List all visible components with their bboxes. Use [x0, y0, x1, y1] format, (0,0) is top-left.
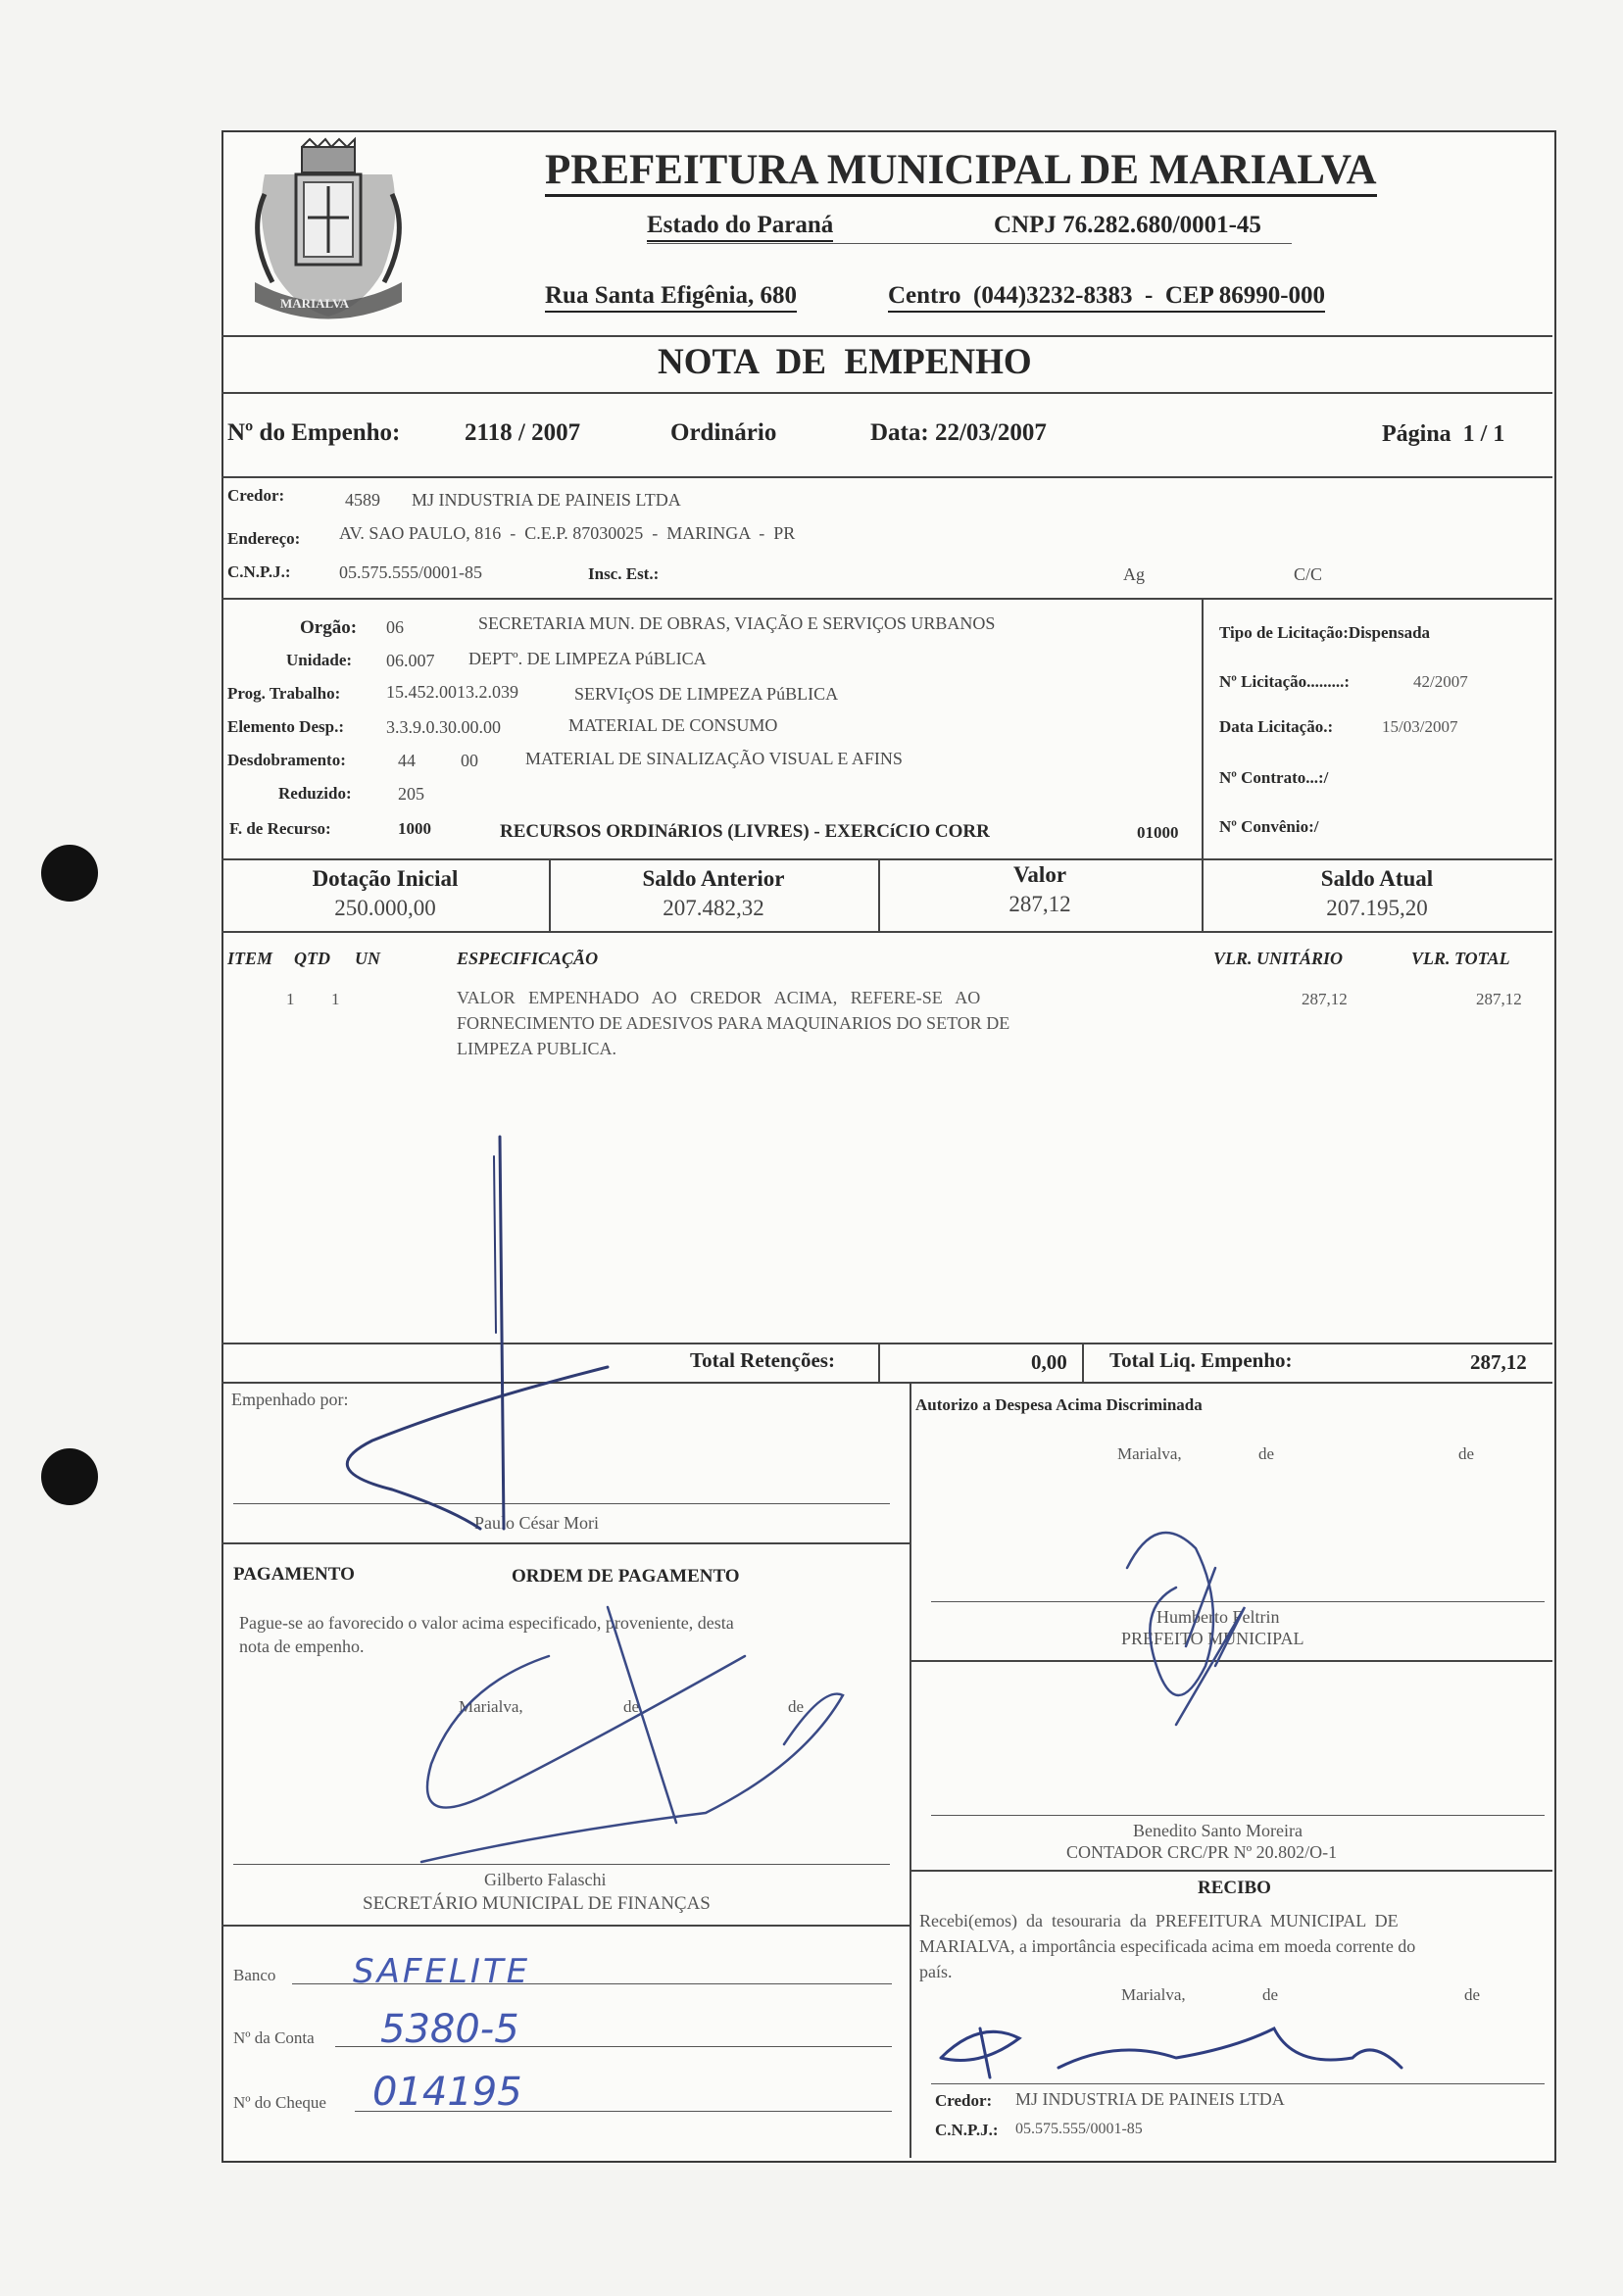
pagamento-texto: nota de empenho.	[239, 1637, 365, 1656]
divider	[221, 1382, 1552, 1384]
divider	[221, 476, 1552, 478]
cheque-value: 014195	[372, 2070, 522, 2115]
valor-label: Valor	[1012, 862, 1067, 887]
credor-cnpj: 05.575.555/0001-85	[339, 562, 482, 582]
item-qtd: 1	[331, 990, 340, 1008]
total-retencoes-label: Total Retenções:	[690, 1348, 835, 1372]
recibo-credor: MJ INDUSTRIA DE PAINEIS LTDA	[1015, 2089, 1285, 2109]
total-liq: 287,12	[1470, 1350, 1527, 1374]
prefeito-cargo: PREFEITO MUNICIPAL	[1121, 1629, 1304, 1648]
header-underline	[647, 243, 1292, 244]
valor: 287,12	[1008, 892, 1071, 916]
header-cnpj: CNPJ 76.282.680/0001-45	[994, 212, 1261, 238]
pagamento-local: Marialva,	[459, 1697, 523, 1716]
endereco-label: Endereço:	[227, 529, 301, 548]
cc-label: C/C	[1294, 564, 1323, 584]
ordem-pagamento: ORDEM DE PAGAMENTO	[512, 1566, 740, 1587]
reduzido-label: Reduzido:	[278, 784, 352, 803]
divider	[910, 1870, 1552, 1872]
saldo-atual: 207.195,20	[1326, 896, 1428, 920]
pagamento-de1: de	[623, 1697, 640, 1716]
col-header-espec: ESPECIFICAÇÃO	[457, 949, 599, 968]
recibo-de2: de	[1464, 1985, 1481, 2004]
divider	[221, 1925, 910, 1927]
signature-line	[233, 1864, 890, 1865]
empenhado-label: Empenhado por:	[231, 1390, 349, 1409]
prog: SERVIçOS DE LIMPEZA PúBLICA	[574, 684, 839, 704]
divider	[221, 931, 1552, 933]
credor-label: Credor:	[227, 486, 285, 505]
divider	[1202, 598, 1204, 860]
header-endereco: Rua Santa Efigênia, 680	[545, 282, 797, 313]
recibo-cnpj: 05.575.555/0001-85	[1015, 2121, 1143, 2137]
licitacao-convenio: Nº Convênio:/	[1219, 817, 1319, 836]
banco-label: Banco	[233, 1966, 276, 1984]
divider	[221, 858, 1552, 860]
recibo-texto: MARIALVA, a importância especificada acima em moeda corrente do	[919, 1936, 1416, 1956]
insc-label: Insc. Est.:	[588, 564, 660, 583]
col-header-un: UN	[355, 949, 380, 968]
licitacao-numero-label: Nº Licitação.........:	[1219, 672, 1351, 691]
cheque-label: Nº do Cheque	[233, 2093, 326, 2112]
recurso-cod: 1000	[398, 819, 431, 838]
saldo-atual-label: Saldo Atual	[1320, 866, 1434, 891]
divider	[1082, 1343, 1084, 1382]
empenho-number-label: Nº do Empenho:	[227, 419, 401, 446]
col-header-item: ITEM	[227, 949, 273, 968]
autorizo-local: Marialva,	[1117, 1444, 1182, 1463]
secretario-nome: Gilberto Falaschi	[484, 1870, 607, 1889]
conta-value: 5380-5	[380, 2007, 519, 2052]
item-number: 1	[286, 990, 295, 1008]
doc-title: NOTA DE EMPENHO	[658, 342, 1032, 382]
orgao-label: Orgão:	[300, 617, 358, 638]
recurso-num: 01000	[1137, 823, 1179, 842]
col-header-unit: VLR. UNITÁRIO	[1213, 949, 1344, 968]
dotacao-inicial-label: Dotação Inicial	[312, 866, 459, 891]
licitacao-numero: 42/2007	[1413, 672, 1468, 691]
licitacao-contrato: Nº Contrato...:/	[1219, 768, 1329, 787]
empenho-pagina: Página 1 / 1	[1382, 421, 1505, 447]
divider	[221, 1542, 910, 1544]
licitacao-tipo: Tipo de Licitação:Dispensada	[1219, 623, 1431, 642]
prefeito-nome: Humberto Feltrin	[1156, 1607, 1280, 1627]
divider	[221, 335, 1552, 337]
empenhado-nome: Paulo César Mori	[474, 1513, 599, 1533]
dotacao-inicial: 250.000,00	[334, 896, 436, 920]
divider	[910, 1382, 911, 2158]
recibo-texto: Recebi(emos) da tesouraria da PREFEITURA MUNICIPAL DE	[919, 1911, 1399, 1930]
recibo-title: RECIBO	[1198, 1878, 1271, 1898]
credor-endereco: AV. SAO PAULO, 816 - C.E.P. 87030025 - MARINGA - PR	[339, 523, 796, 543]
elemento: MATERIAL DE CONSUMO	[568, 715, 778, 735]
signature-line	[233, 1503, 890, 1504]
recibo-de1: de	[1262, 1985, 1279, 2004]
banco-value: SAFELITE	[353, 1952, 531, 1991]
prog-cod: 15.452.0013.2.039	[386, 682, 518, 702]
signature-line	[931, 1815, 1545, 1816]
recibo-cnpj-label: C.N.P.J.:	[935, 2121, 999, 2139]
desdobramento-sub: 00	[461, 751, 478, 770]
orgao-cod: 06	[386, 617, 404, 637]
licitacao-data-label: Data Licitação.:	[1219, 717, 1334, 736]
item-espec-line: VALOR EMPENHADO AO CREDOR ACIMA, REFERE-SE AO	[457, 988, 981, 1007]
contador-nome: Benedito Santo Moreira	[1133, 1821, 1303, 1840]
autorizo-de1: de	[1258, 1444, 1275, 1463]
punch-hole	[41, 1448, 98, 1505]
cnpj-label: C.N.P.J.:	[227, 562, 291, 581]
item-unit-value: 287,12	[1302, 990, 1348, 1008]
recibo-texto: país.	[919, 1962, 953, 1981]
divider	[221, 392, 1552, 394]
elemento-label: Elemento Desp.:	[227, 717, 344, 736]
recibo-credor-label: Credor:	[935, 2091, 993, 2110]
recurso-label: F. de Recurso:	[229, 819, 331, 838]
licitacao-data: 15/03/2007	[1382, 717, 1458, 736]
empenho-tipo: Ordinário	[670, 419, 777, 446]
signature-line	[931, 2083, 1545, 2084]
ag-label: Ag	[1123, 564, 1145, 584]
empenho-number: 2118 / 2007	[465, 419, 581, 446]
orgao: SECRETARIA MUN. DE OBRAS, VIAÇÃO E SERVIÇOS URBANOS	[478, 613, 996, 633]
unidade-cod: 06.007	[386, 651, 435, 670]
conta-label: Nº da Conta	[233, 2028, 315, 2047]
col-header-qtd: QTD	[294, 949, 330, 968]
elemento-cod: 3.3.9.0.30.00.00	[386, 717, 501, 737]
desdobramento: MATERIAL DE SINALIZAÇÃO VISUAL E AFINS	[525, 749, 903, 768]
saldo-anterior: 207.482,32	[663, 896, 764, 920]
item-espec-line: FORNECIMENTO DE ADESIVOS PARA MAQUINARIOS DO SETOR DE	[457, 1013, 1010, 1033]
autorizo-de2: de	[1458, 1444, 1475, 1463]
reduzido: 205	[398, 784, 424, 804]
divider	[910, 1660, 1552, 1662]
secretario-cargo: SECRETÁRIO MUNICIPAL DE FINANÇAS	[363, 1893, 711, 1914]
unidade-label: Unidade:	[286, 651, 353, 669]
saldo-anterior-label: Saldo Anterior	[642, 866, 785, 891]
divider	[221, 1343, 1552, 1344]
total-liq-label: Total Liq. Empenho:	[1109, 1348, 1293, 1372]
header-estado: Estado do Paraná	[647, 212, 833, 242]
header-contato: Centro (044)3232-8383 - CEP 86990-000	[888, 282, 1325, 313]
item-total-value: 287,12	[1476, 990, 1522, 1008]
item-espec-line: LIMPEZA PUBLICA.	[457, 1039, 617, 1058]
pagamento-de2: de	[788, 1697, 805, 1716]
divider	[878, 1343, 880, 1382]
total-retencoes: 0,00	[1031, 1350, 1067, 1374]
autorizo-label: Autorizo a Despesa Acima Discriminada	[915, 1395, 1203, 1414]
desdobramento-cod: 44	[398, 751, 416, 770]
recibo-local: Marialva,	[1121, 1985, 1186, 2004]
pagamento-texto: Pague-se ao favorecido o valor acima especificado, proveniente, desta	[239, 1613, 734, 1633]
recurso: RECURSOS ORDINáRIOS (LIVRES) - EXERCíCIO CORR	[500, 821, 990, 842]
divider	[221, 598, 1552, 600]
desdobramento-label: Desdobramento:	[227, 751, 346, 769]
header-title: PREFEITURA MUNICIPAL DE MARIALVA	[545, 147, 1377, 197]
punch-hole	[41, 845, 98, 902]
prog-label: Prog. Trabalho:	[227, 684, 341, 703]
credor-codigo: 4589	[345, 490, 380, 510]
contador-cargo: CONTADOR CRC/PR Nº 20.802/O-1	[1066, 1842, 1338, 1862]
col-header-total: VLR. TOTAL	[1411, 949, 1510, 968]
credor-nome: MJ INDUSTRIA DE PAINEIS LTDA	[412, 490, 681, 510]
pagamento-label: PAGAMENTO	[233, 1564, 355, 1585]
unidade: DEPTº. DE LIMPEZA PúBLICA	[468, 649, 707, 668]
crest-ribbon-text: MARIALVA	[280, 296, 350, 311]
empenho-data: Data: 22/03/2007	[870, 419, 1047, 446]
signature-line	[931, 1601, 1545, 1602]
